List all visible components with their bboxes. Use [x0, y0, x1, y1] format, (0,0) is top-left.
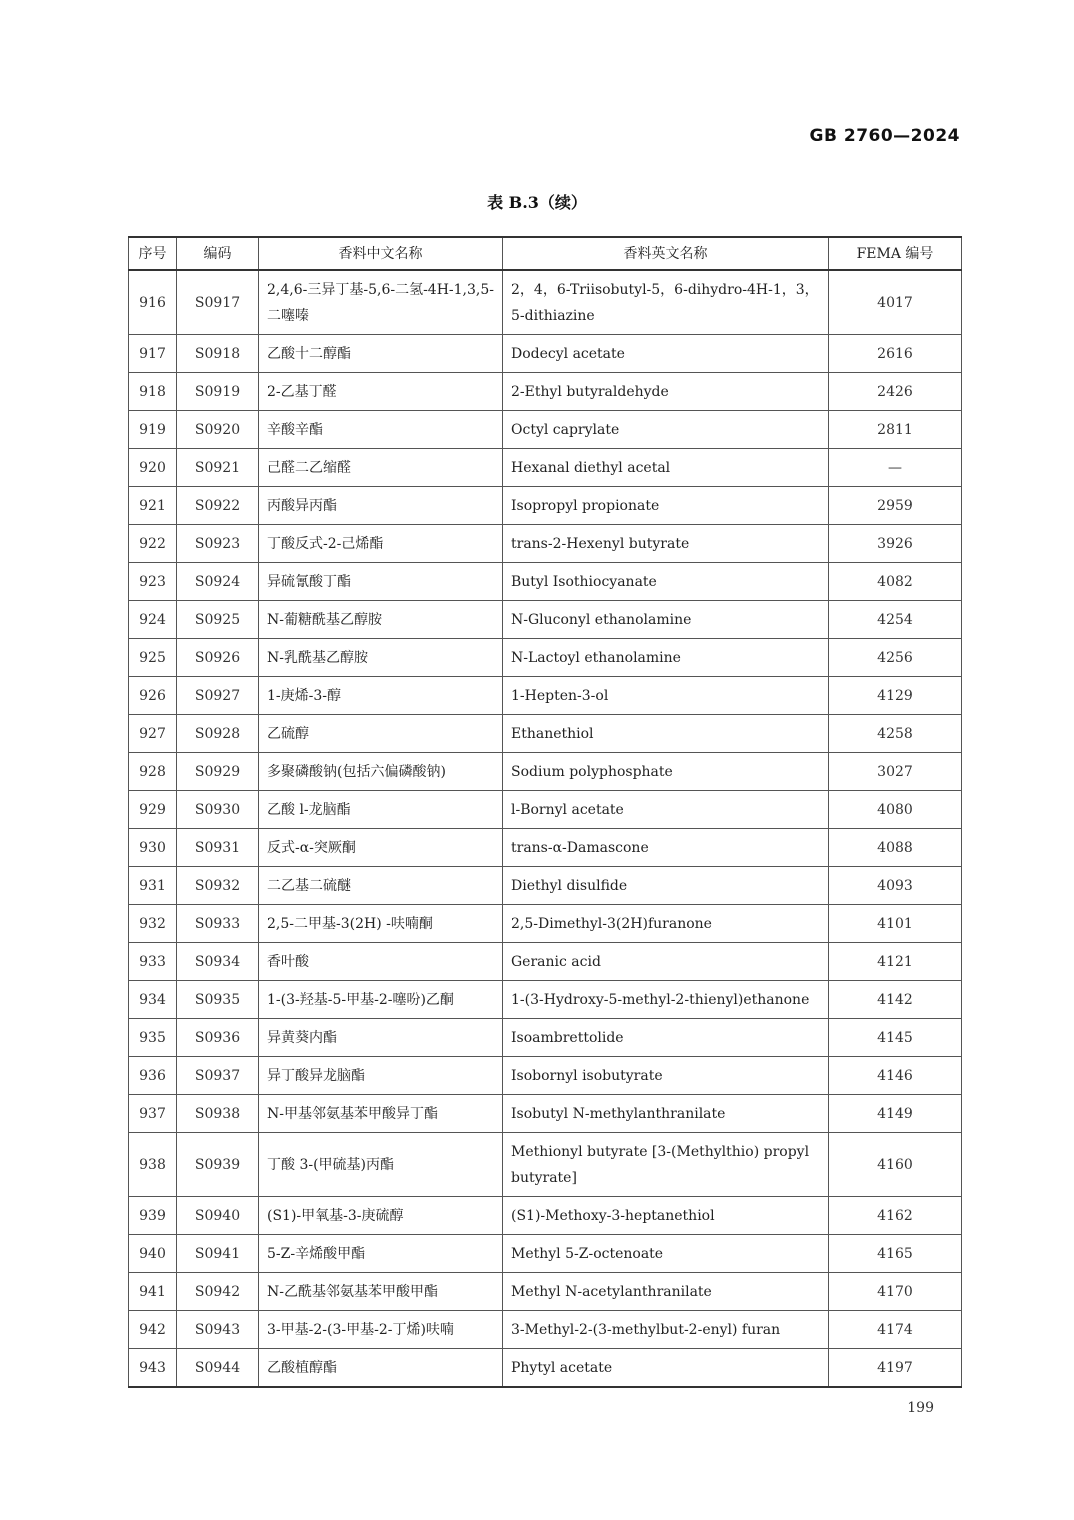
cell-seq: 917	[129, 335, 177, 373]
cell-chinese-name: 5-Z-辛烯酸甲酯	[259, 1235, 503, 1273]
cell-fema: 4160	[829, 1133, 962, 1197]
cell-english-name: Sodium polyphosphate	[503, 753, 829, 791]
cell-code: S0936	[177, 1019, 259, 1057]
cell-chinese-name: 异黄葵内酯	[259, 1019, 503, 1057]
cell-fema: 4256	[829, 639, 962, 677]
cell-english-name: trans-α-Damascone	[503, 829, 829, 867]
cell-code: S0928	[177, 715, 259, 753]
table-row	[129, 1095, 962, 1133]
cell-seq: 942	[129, 1311, 177, 1349]
table-row	[129, 335, 962, 373]
cell-fema: 4145	[829, 1019, 962, 1057]
cell-fema: 4174	[829, 1311, 962, 1349]
cell-code: S0926	[177, 639, 259, 677]
cell-english-name: 2,5-Dimethyl-3(2H)furanone	[503, 905, 829, 943]
cell-code: S0935	[177, 981, 259, 1019]
cell-english-name: 2，4，6-Triisobutyl-5，6-dihydro-4H-1，3，5-dithiazine	[503, 270, 829, 335]
cell-english-name: Methyl N-acetylanthranilate	[503, 1273, 829, 1311]
cell-chinese-name: N-甲基邻氨基苯甲酸异丁酯	[259, 1095, 503, 1133]
cell-seq: 932	[129, 905, 177, 943]
cell-chinese-name: 乙酸十二醇酯	[259, 335, 503, 373]
cell-seq: 916	[129, 270, 177, 335]
cell-fema: 2616	[829, 335, 962, 373]
cell-fema: 4093	[829, 867, 962, 905]
table-row	[129, 411, 962, 449]
cell-fema: 4149	[829, 1095, 962, 1133]
cell-english-name: Butyl Isothiocyanate	[503, 563, 829, 601]
table-row	[129, 981, 962, 1019]
cell-seq: 929	[129, 791, 177, 829]
cell-code: S0943	[177, 1311, 259, 1349]
table-row	[129, 449, 962, 487]
table-row	[129, 373, 962, 411]
cell-fema: 2811	[829, 411, 962, 449]
cell-english-name: trans-2-Hexenyl butyrate	[503, 525, 829, 563]
cell-seq: 926	[129, 677, 177, 715]
table-row	[129, 1273, 962, 1311]
cell-chinese-name: 2,4,6-三异丁基-5,6-二氢-4H-1,3,5-二噻嗪	[259, 270, 503, 335]
table-row	[129, 867, 962, 905]
table-row	[129, 1057, 962, 1095]
cell-fema: 2426	[829, 373, 962, 411]
cell-code: S0930	[177, 791, 259, 829]
table-row	[129, 943, 962, 981]
cell-chinese-name: 多聚磷酸钠(包括六偏磷酸钠)	[259, 753, 503, 791]
cell-code: S0939	[177, 1133, 259, 1197]
table-row	[129, 715, 962, 753]
table-title: 表 B.3（续）	[487, 193, 587, 212]
table-row	[129, 1133, 962, 1197]
cell-fema: 4254	[829, 601, 962, 639]
cell-english-name: Isobutyl N-methylanthranilate	[503, 1095, 829, 1133]
cell-fema: 4082	[829, 563, 962, 601]
cell-fema: 4080	[829, 791, 962, 829]
cell-fema: 4165	[829, 1235, 962, 1273]
cell-code: S0944	[177, 1349, 259, 1388]
cell-chinese-name: N-乙酰基邻氨基苯甲酸甲酯	[259, 1273, 503, 1311]
cell-code: S0941	[177, 1235, 259, 1273]
cell-english-name: Methyl 5-Z-octenoate	[503, 1235, 829, 1273]
cell-chinese-name: 二乙基二硫醚	[259, 867, 503, 905]
cell-english-name: Methionyl butyrate [3-(Methylthio) propyl butyrate]	[503, 1133, 829, 1197]
cell-fema: 4088	[829, 829, 962, 867]
cell-english-name: 1-Hepten-3-ol	[503, 677, 829, 715]
cell-code: S0927	[177, 677, 259, 715]
cell-fema: 4129	[829, 677, 962, 715]
cell-seq: 941	[129, 1273, 177, 1311]
table-body	[129, 270, 962, 1387]
cell-code: S0932	[177, 867, 259, 905]
cell-seq: 927	[129, 715, 177, 753]
cell-code: S0917	[177, 270, 259, 335]
cell-code: S0922	[177, 487, 259, 525]
cell-code: S0924	[177, 563, 259, 601]
table-header-row	[129, 237, 962, 270]
cell-seq: 934	[129, 981, 177, 1019]
cell-seq: 939	[129, 1197, 177, 1235]
column-header-seq: 序号	[129, 237, 177, 270]
cell-fema: 4258	[829, 715, 962, 753]
cell-chinese-name: 3-甲基-2-(3-甲基-2-丁烯)呋喃	[259, 1311, 503, 1349]
table-row	[129, 601, 962, 639]
cell-chinese-name: 1-庚烯-3-醇	[259, 677, 503, 715]
column-header-code: 编码	[177, 237, 259, 270]
table-row	[129, 639, 962, 677]
cell-english-name: l-Bornyl acetate	[503, 791, 829, 829]
cell-chinese-name: 丁酸反式-2-己烯酯	[259, 525, 503, 563]
cell-seq: 943	[129, 1349, 177, 1388]
table-row	[129, 525, 962, 563]
cell-code: S0921	[177, 449, 259, 487]
cell-fema: 3027	[829, 753, 962, 791]
cell-seq: 918	[129, 373, 177, 411]
cell-seq: 925	[129, 639, 177, 677]
cell-code: S0934	[177, 943, 259, 981]
cell-chinese-name: 丙酸异丙酯	[259, 487, 503, 525]
flavoring-table	[128, 236, 962, 1388]
table-row	[129, 753, 962, 791]
cell-chinese-name: 异硫氰酸丁酯	[259, 563, 503, 601]
table-row	[129, 487, 962, 525]
cell-seq: 922	[129, 525, 177, 563]
table-row	[129, 1197, 962, 1235]
table-row	[129, 905, 962, 943]
cell-english-name: 3-Methyl-2-(3-methylbut-2-enyl) furan	[503, 1311, 829, 1349]
cell-seq: 930	[129, 829, 177, 867]
cell-chinese-name: 1-(3-羟基-5-甲基-2-噻吩)乙酮	[259, 981, 503, 1019]
cell-code: S0931	[177, 829, 259, 867]
cell-chinese-name: 乙硫醇	[259, 715, 503, 753]
table-row	[129, 1349, 962, 1388]
cell-code: S0919	[177, 373, 259, 411]
cell-code: S0942	[177, 1273, 259, 1311]
table-row	[129, 1019, 962, 1057]
cell-english-name: Isobornyl isobutyrate	[503, 1057, 829, 1095]
cell-fema: 4121	[829, 943, 962, 981]
cell-english-name: 2-Ethyl butyraldehyde	[503, 373, 829, 411]
table-row	[129, 829, 962, 867]
cell-chinese-name: N-葡糖酰基乙醇胺	[259, 601, 503, 639]
cell-english-name: Geranic acid	[503, 943, 829, 981]
cell-fema: 4017	[829, 270, 962, 335]
table-row	[129, 270, 962, 335]
cell-fema: 4162	[829, 1197, 962, 1235]
cell-chinese-name: 2-乙基丁醛	[259, 373, 503, 411]
cell-chinese-name: 乙酸植醇酯	[259, 1349, 503, 1388]
cell-code: S0933	[177, 905, 259, 943]
cell-code: S0940	[177, 1197, 259, 1235]
cell-code: S0920	[177, 411, 259, 449]
cell-seq: 937	[129, 1095, 177, 1133]
cell-fema: 4197	[829, 1349, 962, 1388]
cell-fema: 4146	[829, 1057, 962, 1095]
cell-code: S0923	[177, 525, 259, 563]
cell-english-name: Isoambrettolide	[503, 1019, 829, 1057]
cell-chinese-name: 2,5-二甲基-3(2H) -呋喃酮	[259, 905, 503, 943]
cell-chinese-name: 香叶酸	[259, 943, 503, 981]
cell-english-name: Octyl caprylate	[503, 411, 829, 449]
cell-english-name: Hexanal diethyl acetal	[503, 449, 829, 487]
cell-fema: 3926	[829, 525, 962, 563]
cell-fema: —	[829, 449, 962, 487]
cell-fema: 4170	[829, 1273, 962, 1311]
cell-chinese-name: (S1)-甲氧基-3-庚硫醇	[259, 1197, 503, 1235]
cell-english-name: (S1)-Methoxy-3-heptanethiol	[503, 1197, 829, 1235]
cell-chinese-name: N-乳酰基乙醇胺	[259, 639, 503, 677]
cell-code: S0929	[177, 753, 259, 791]
cell-seq: 933	[129, 943, 177, 981]
standard-code: GB 2760—2024	[809, 126, 960, 146]
column-header-english-name: 香料英文名称	[503, 237, 829, 270]
table-row	[129, 677, 962, 715]
cell-seq: 936	[129, 1057, 177, 1095]
table-row	[129, 563, 962, 601]
cell-seq: 938	[129, 1133, 177, 1197]
cell-seq: 928	[129, 753, 177, 791]
cell-seq: 923	[129, 563, 177, 601]
cell-chinese-name: 辛酸辛酯	[259, 411, 503, 449]
cell-english-name: 1-(3-Hydroxy-5-methyl-2-thienyl)ethanone	[503, 981, 829, 1019]
table-row	[129, 1235, 962, 1273]
cell-seq: 924	[129, 601, 177, 639]
cell-chinese-name: 己醛二乙缩醛	[259, 449, 503, 487]
cell-english-name: Isopropyl propionate	[503, 487, 829, 525]
cell-seq: 920	[129, 449, 177, 487]
cell-seq: 921	[129, 487, 177, 525]
cell-fema: 4101	[829, 905, 962, 943]
cell-chinese-name: 乙酸 l-龙脑酯	[259, 791, 503, 829]
cell-english-name: N-Lactoyl ethanolamine	[503, 639, 829, 677]
column-header-chinese-name: 香料中文名称	[259, 237, 503, 270]
cell-code: S0918	[177, 335, 259, 373]
cell-chinese-name: 反式-α-突厥酮	[259, 829, 503, 867]
table-row	[129, 1311, 962, 1349]
column-header-fema: FEMA 编号	[829, 237, 962, 270]
cell-fema: 4142	[829, 981, 962, 1019]
cell-english-name: Diethyl disulfide	[503, 867, 829, 905]
cell-fema: 2959	[829, 487, 962, 525]
cell-code: S0925	[177, 601, 259, 639]
cell-seq: 919	[129, 411, 177, 449]
cell-seq: 940	[129, 1235, 177, 1273]
cell-english-name: Dodecyl acetate	[503, 335, 829, 373]
cell-english-name: Phytyl acetate	[503, 1349, 829, 1388]
table-row	[129, 791, 962, 829]
cell-seq: 935	[129, 1019, 177, 1057]
cell-code: S0938	[177, 1095, 259, 1133]
cell-chinese-name: 异丁酸异龙脑酯	[259, 1057, 503, 1095]
cell-english-name: N-Gluconyl ethanolamine	[503, 601, 829, 639]
cell-english-name: Ethanethiol	[503, 715, 829, 753]
cell-code: S0937	[177, 1057, 259, 1095]
cell-seq: 931	[129, 867, 177, 905]
page-number: 199	[907, 1400, 934, 1416]
cell-chinese-name: 丁酸 3-(甲硫基)丙酯	[259, 1133, 503, 1197]
